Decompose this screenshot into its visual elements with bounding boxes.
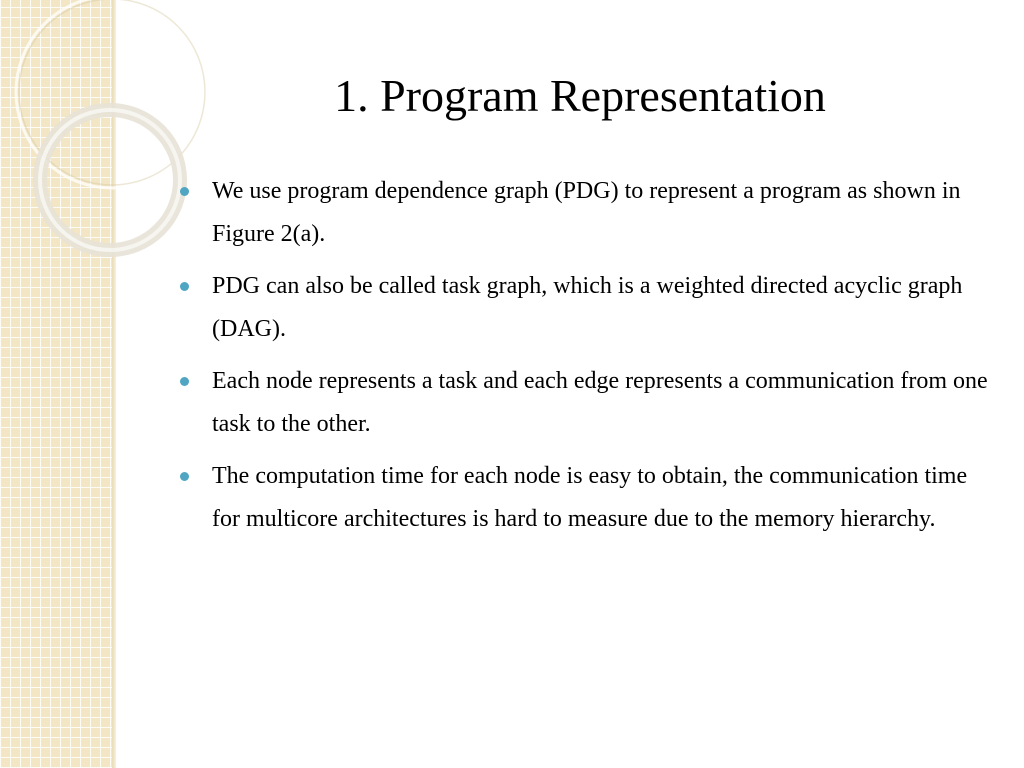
bullet-item [180, 455, 1000, 541]
bullet-item [180, 360, 1000, 446]
bullet-dot-icon [180, 282, 189, 291]
bullet-text: Each node represents a task and each edge represents a communication from one task to the other. [212, 368, 988, 437]
bullet-text: The computation time for each node is easy to obtain, the communication time for multicore architectures is hard to measure due to the memory hierarchy. [212, 463, 968, 532]
slide-title: 1. Program Representation [334, 70, 826, 121]
bullet-dot-icon [180, 187, 189, 196]
bullet-item [180, 170, 1000, 256]
bullet-text: PDG can also be called task graph, which is a weighted directed acyclic graph (DAG). [212, 273, 963, 342]
decorative-rings [0, 0, 160, 260]
bullet-text: We use program dependence graph (PDG) to represent a program as shown in Figure 2(a). [212, 178, 961, 247]
bullet-list [180, 170, 1000, 550]
bullet-item [180, 265, 1000, 351]
bullet-dot-icon [180, 377, 189, 386]
bullet-dot-icon [180, 472, 189, 481]
decorative-ring-small-highlight [40, 110, 180, 250]
